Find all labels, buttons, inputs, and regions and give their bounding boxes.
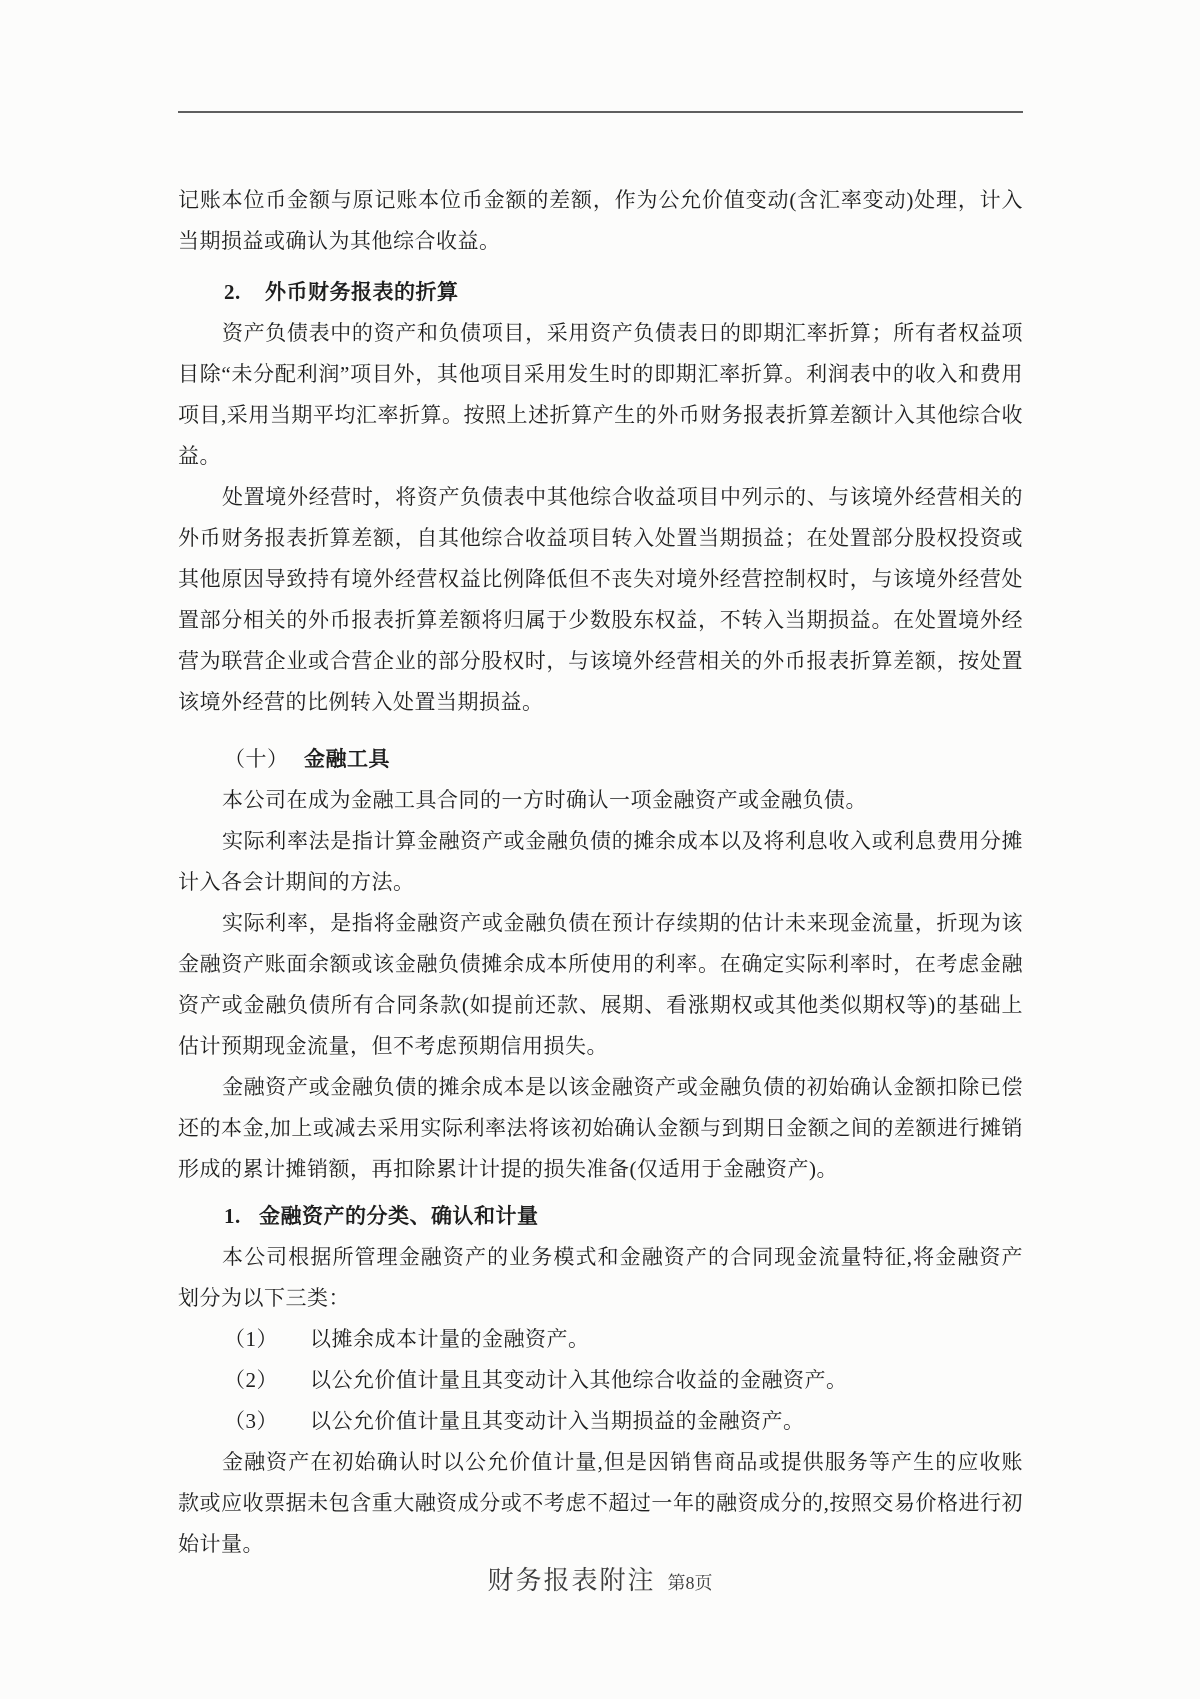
list-item-number: （1） <box>224 1327 278 1351</box>
document-body <box>178 170 1023 1565</box>
heading-number: 1. <box>224 1204 241 1228</box>
heading-title: 金融工具 <box>304 748 390 771</box>
financial-asset-category-list <box>178 1319 1023 1442</box>
paragraph-initial-measurement: 金融资产在初始确认时以公允价值计量,但是因销售商品或提供服务等产生的应收账款或应收票据未包含重大融资成分或不考虑不超过一年的融资成分的,按照交易价格进行初始计量。 <box>178 1450 1023 1556</box>
paragraph-fi-recognition: 本公司在成为金融工具合同的一方时确认一项金融资产或金融负债。 <box>222 788 867 812</box>
page-footer <box>0 1560 1200 1597</box>
list-item-number: （3） <box>224 1409 278 1433</box>
paragraph-intro-continuation: 记账本位币金额与原记账本位币金额的差额，作为公允价值变动(含汇率变动)处理，计入当期损益或确认为其他综合收益。 <box>178 188 1023 253</box>
list-item <box>224 1360 1023 1401</box>
heading-financial-asset-classification <box>178 1196 1023 1237</box>
heading-foreign-currency-statement-translation <box>178 272 1023 313</box>
list-item <box>224 1319 1023 1360</box>
heading-number: 2. <box>224 280 241 304</box>
list-item <box>224 1401 1023 1442</box>
heading-number: （十） <box>224 747 289 771</box>
paragraph-effective-interest-definition: 实际利率，是指将金融资产或金融负债在预计存续期的估计未来现金流量，折现为该金融资产账面余额或该金融负债摊余成本所使用的利率。在确定实际利率时，在考虑金融资产或金融负债所有合同条款(如提前还款、展期、看涨期权或其他类似期权等)的基础上估计预期现金流量，但不考虑预期信用损失。 <box>178 911 1023 1058</box>
list-item-text: 以公允价值计量且其变动计入当期损益的金融资产。 <box>310 1409 805 1433</box>
list-item-text: 以摊余成本计量的金融资产。 <box>310 1327 590 1351</box>
paragraph-amortized-cost-definition: 金融资产或金融负债的摊余成本是以该金融资产或金融负债的初始确认金额扣除已偿还的本金,加上或减去采用实际利率法将该初始确认金额与到期日金额之间的差额进行摊销形成的累计摊销额，再扣除累计计提的损失准备(仅适用于金融资产)。 <box>178 1075 1023 1181</box>
paragraph-fx-translation-method: 资产负债表中的资产和负债项目，采用资产负债表日的即期汇率折算；所有者权益项目除“未分配利润”项目外，其他项目采用发生时的即期汇率折算。利润表中的收入和费用项目,采用当期平均汇率折算。按照上述折算产生的外币财务报表折算差额计入其他综合收益。 <box>178 321 1023 468</box>
paragraph-classification-intro: 本公司根据所管理金融资产的业务模式和金融资产的合同现金流量特征,将金融资产划分为以下三类： <box>178 1245 1023 1310</box>
paragraph-fx-disposal: 处置境外经营时，将资产负债表中其他综合收益项目中列示的、与该境外经营相关的外币财务报表折算差额，自其他综合收益项目转入处置当期损益；在处置部分股权投资或其他原因导致持有境外经营权益比例降低但不丧失对境外经营控制权时，与该境外经营处置部分相关的外币报表折算差额将归属于少数股东权益，不转入当期损益。在处置境外经营为联营企业或合营企业的部分股权时，与该境外经营相关的外币报表折算差额，按处置该境外经营的比例转入处置当期损益。 <box>178 485 1023 714</box>
heading-title: 金融资产的分类、确认和计量 <box>259 1205 539 1228</box>
header-rule <box>178 111 1023 113</box>
footer-title: 财务报表附注 <box>487 1566 656 1595</box>
list-item-number: （2） <box>224 1368 278 1392</box>
heading-title: 外币财务报表的折算 <box>265 281 459 304</box>
heading-financial-instruments <box>178 739 1023 780</box>
paragraph-effective-interest-method: 实际利率法是指计算金融资产或金融负债的摊余成本以及将利息收入或利息费用分摊计入各会计期间的方法。 <box>178 829 1023 894</box>
list-item-text: 以公允价值计量且其变动计入其他综合收益的金融资产。 <box>310 1368 848 1392</box>
footer-page-number: 第8页 <box>667 1573 713 1593</box>
